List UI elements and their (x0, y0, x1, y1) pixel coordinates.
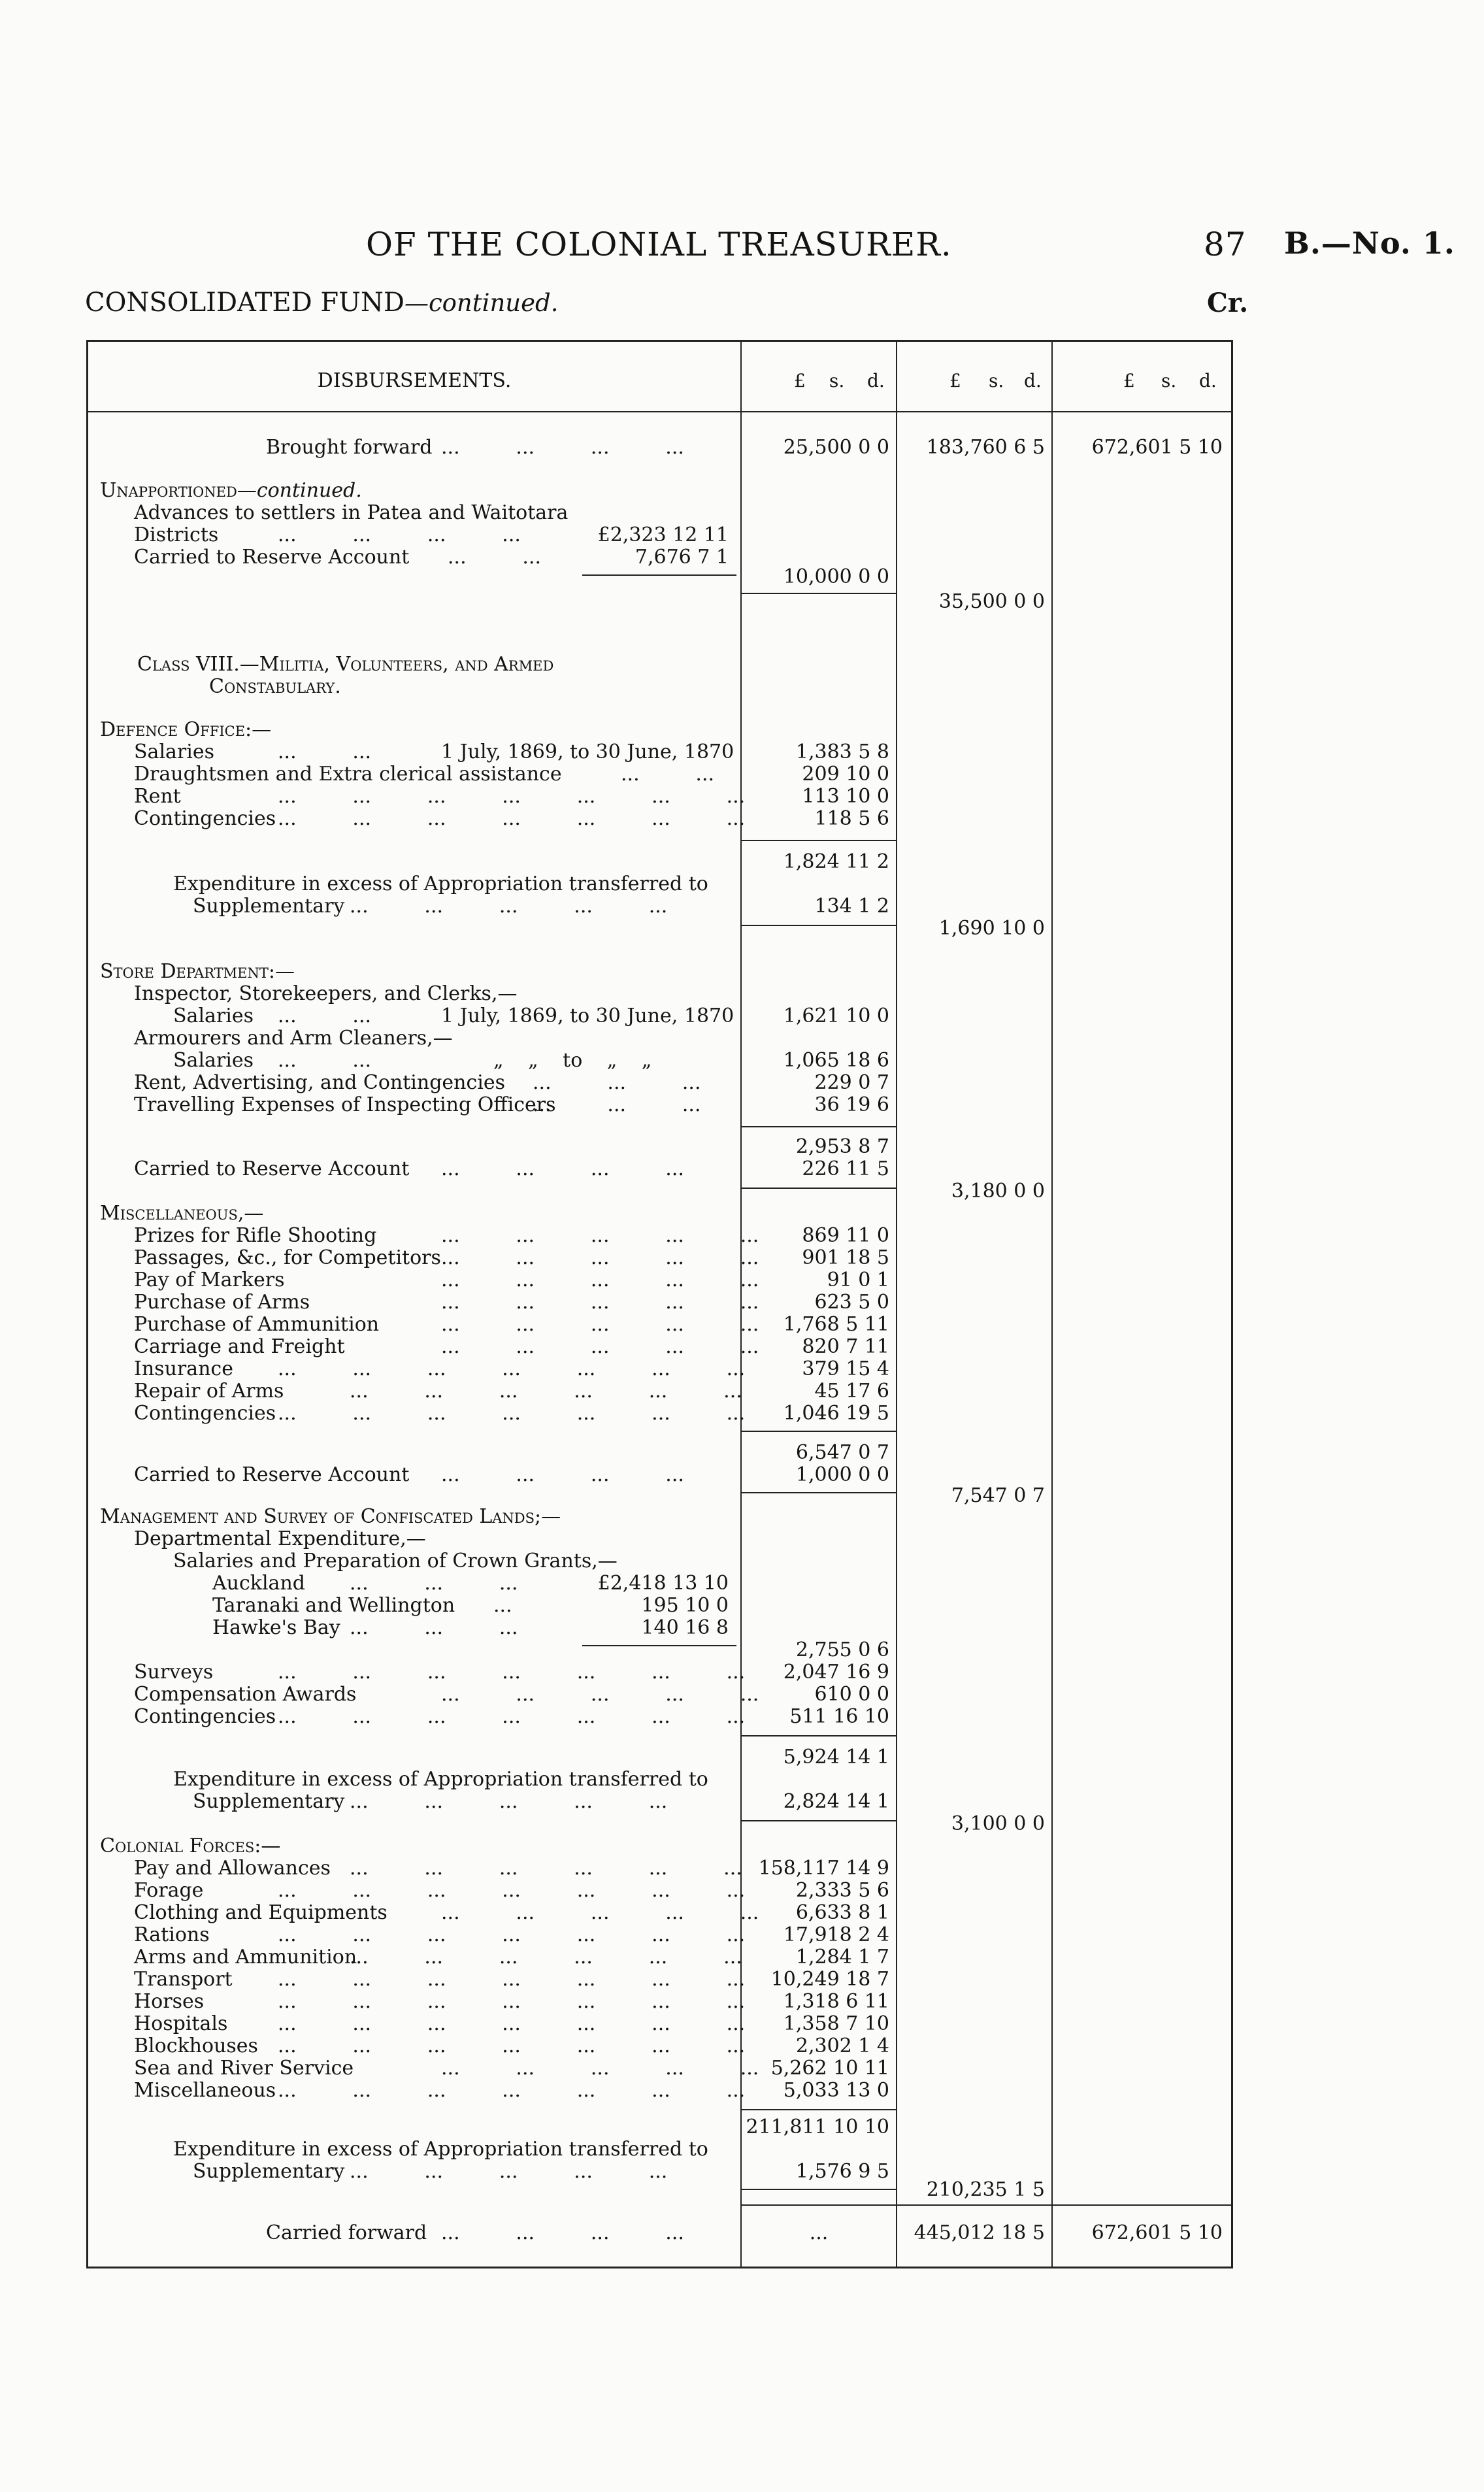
leader-dots: ... ... ... ... ... (441, 1269, 759, 1291)
leader-dots: ... ... ... ... ... ... ... (278, 1661, 746, 1684)
leader-dots: ... ... ... ... ... ... ... (278, 1402, 746, 1425)
credit-side-label: Cr. (1207, 288, 1249, 318)
amount: 118 5 6 (814, 807, 889, 830)
leader-dots: ... ... ... ... ... (441, 2057, 759, 2080)
amount: 6,547 0 7 (795, 1441, 889, 1464)
line-label: Rent, Advertising, and Contingencies (134, 1071, 506, 1094)
line-label: Supplementary (193, 1790, 345, 1813)
leader-dots: ... ... ... ... (441, 1157, 684, 1180)
sum-rule (740, 1431, 896, 1432)
line-label: Purchase of Arms (134, 1291, 310, 1314)
line-label: Arms and Ammunition (134, 1946, 357, 1969)
line-label: Hospitals (134, 2012, 228, 2035)
fund-name: CONSOLIDATED FUND (85, 288, 404, 318)
section-heading (100, 479, 362, 503)
amount: 91 0 1 (827, 1269, 889, 1291)
amount: 3,180 0 0 (951, 1180, 1045, 1203)
inner-amount: 140 16 8 (641, 1616, 729, 1639)
unapportioned-heading: Unapportioned (100, 479, 237, 502)
leader-dots: ... ... ... ... ... ... ... (278, 1990, 746, 2013)
leader-dots: ... ... (278, 1049, 372, 1072)
sum-rule (582, 1645, 736, 1646)
carried-forward-label: Carried forward (266, 2221, 427, 2244)
leader-dots: ... ... ... ... ... (441, 1246, 759, 1269)
amount: 1,383 5 8 (795, 740, 889, 763)
fund-title (85, 288, 558, 318)
class-heading: Class VIII.—Militia, Volunteers, and Armed (137, 653, 554, 676)
amount: 820 7 11 (802, 1335, 889, 1358)
leader-dots: ... ... ... ... (441, 2221, 684, 2244)
line-label: Carried to Reserve Account (134, 546, 410, 569)
amount: 445,012 18 5 (914, 2221, 1045, 2244)
inner-amount: 195 10 0 (641, 1594, 729, 1617)
leader-dots: ... ... ... ... ... (350, 895, 668, 918)
section-heading: Colonial Forces:— (100, 1835, 281, 1857)
pound-heading: £ (1123, 370, 1135, 391)
line-label: Purchase of Ammunition (134, 1313, 380, 1336)
amount: 10,000 0 0 (783, 565, 889, 588)
section-heading: Store Department:— (100, 960, 295, 983)
amount: 1,000 0 0 (795, 1463, 889, 1486)
amount: 511 16 10 (789, 1705, 889, 1728)
line-label: Advances to settlers in Patea and Waitotara (134, 501, 569, 524)
amount: 2,333 5 6 (795, 1879, 889, 1902)
amount: 2,302 1 4 (795, 2035, 889, 2057)
leader-dots: ... ... ... ... (441, 436, 684, 459)
amount: 25,500 0 0 (783, 436, 889, 459)
line-label: Salaries (173, 1049, 254, 1072)
sum-rule (740, 1188, 896, 1189)
line-label: Pay and Allowances (134, 1857, 331, 1880)
section-heading: Miscellaneous,— (100, 1202, 264, 1225)
section-heading: Defence Office:— (100, 718, 272, 741)
line-label: Salaries and Preparation of Crown Grants,— (173, 1550, 618, 1572)
leader-dots: ... ... ... ... ... ... (350, 1946, 742, 1969)
line-label: Blockhouses (134, 2035, 258, 2057)
amount: 672,601 5 10 (1091, 436, 1223, 459)
amount: 1,768 5 11 (783, 1313, 889, 1336)
amount: 35,500 0 0 (938, 590, 1045, 613)
section-heading: Management and Survey of Confiscated Lands;— (100, 1505, 561, 1528)
amount: 2,047 16 9 (783, 1661, 889, 1684)
amount: 209 10 0 (802, 763, 889, 786)
line-label: Contingencies (134, 1402, 276, 1425)
amount: 211,811 10 10 (746, 2116, 889, 2138)
line-label: Supplementary (193, 2160, 345, 2183)
leader-dots: ... ... ... ... ... ... (350, 1380, 742, 1403)
leader-dots: ... ... ... ... ... ... ... (278, 2035, 746, 2057)
pound-heading: £ (794, 370, 806, 391)
sum-rule (740, 593, 896, 594)
sum-rule (740, 2204, 1231, 2206)
amount: 1,046 19 5 (783, 1402, 889, 1425)
amount: 158,117 14 9 (758, 1857, 889, 1880)
line-label: Salaries (134, 740, 215, 763)
amount: 379 15 4 (802, 1357, 889, 1380)
leader-dots: ... ... ... ... ... ... ... (278, 2012, 746, 2035)
amount: 5,924 14 1 (783, 1746, 889, 1769)
amount: 45 17 6 (814, 1380, 889, 1403)
leader-dots: ... ... ... ... ... ... ... (278, 1923, 746, 1946)
line-label: Pay of Markers (134, 1269, 285, 1291)
amount: 210,235 1 5 (926, 2178, 1045, 2201)
period: 1 July, 1869, to 30 June, 1870 (441, 1005, 734, 1027)
line-label: Expenditure in excess of Appropriation transferred to (173, 872, 708, 895)
column-rule (896, 342, 897, 2267)
line-label: Prizes for Rifle Shooting (134, 1224, 377, 1247)
sum-rule (740, 1492, 896, 1493)
amount: 1,318 6 11 (783, 1990, 889, 2013)
amount: 623 5 0 (814, 1291, 889, 1314)
line-label: Rent (134, 785, 181, 808)
leader-dots: ... ... (448, 546, 542, 569)
amount: 1,824 11 2 (783, 850, 889, 873)
amount: ... (809, 2221, 829, 2244)
line-label: Contingencies (134, 807, 276, 830)
amount: 610 0 0 (814, 1683, 889, 1706)
line-label: Salaries (173, 1005, 254, 1027)
line-label: Surveys (134, 1661, 214, 1684)
sum-rule (740, 1735, 896, 1736)
page-number: 87 (1204, 225, 1247, 263)
fund-qualifier: —continued. (404, 289, 559, 317)
line-label: Forage (134, 1879, 204, 1902)
leader-dots: ... ... ... ... ... (350, 2160, 668, 2183)
inner-amount: £2,418 13 10 (597, 1572, 729, 1595)
leader-dots: ... ... ... ... (278, 523, 521, 546)
line-label: Carried to Reserve Account (134, 1463, 410, 1486)
leader-dots: ... ... ... ... ... (441, 1291, 759, 1314)
sum-rule (582, 574, 736, 576)
brought-forward-label: Brought forward (266, 436, 433, 459)
sum-rule (740, 1126, 896, 1127)
line-label: Repair of Arms (134, 1380, 284, 1403)
sum-rule (740, 2109, 896, 2110)
leader-dots: ... ... ... ... ... ... ... (278, 2079, 746, 2102)
line-label: Expenditure in excess of Appropriation transferred to (173, 2138, 708, 2161)
leader-dots: ... ... ... (350, 1616, 518, 1639)
amount: 5,033 13 0 (783, 2079, 889, 2102)
leader-dots: ... ... ... (350, 1572, 518, 1595)
leader-dots: ... (493, 1594, 512, 1617)
line-label: Insurance (134, 1357, 233, 1380)
amount: 869 11 0 (802, 1224, 889, 1247)
page-title: OF THE COLONIAL TREASURER. (366, 225, 952, 263)
leader-dots: ... ... ... ... ... ... ... (278, 785, 746, 808)
line-label: Hawke's Bay (212, 1616, 340, 1639)
line-label: Armourers and Arm Cleaners,— (134, 1027, 453, 1050)
column-rule (1051, 342, 1053, 2267)
leader-dots: ... ... ... ... ... (441, 1335, 759, 1358)
leader-dots: ... ... ... ... ... (441, 1683, 759, 1706)
amount: 7,547 0 7 (951, 1484, 1045, 1507)
leader-dots: ... ... ... ... ... (441, 1901, 759, 1924)
amount: 6,633 8 1 (795, 1901, 889, 1924)
leader-dots: ... ... ... ... ... (441, 1313, 759, 1336)
line-label: Draughtsmen and Extra clerical assistance (134, 763, 562, 786)
line-label: Carried to Reserve Account (134, 1157, 410, 1180)
leader-dots: ... ... ... ... ... ... ... (278, 1879, 746, 1902)
amount: 17,918 2 4 (783, 1923, 889, 1946)
amount: 1,690 10 0 (938, 917, 1045, 940)
pence-heading: d. (1024, 370, 1042, 391)
amount: 229 0 7 (814, 1071, 889, 1094)
line-label: Districts (134, 523, 219, 546)
amount: 134 1 2 (814, 895, 889, 918)
amount: 5,262 10 11 (770, 2057, 889, 2080)
amount: 36 19 6 (814, 1093, 889, 1116)
period: 1 July, 1869, to 30 June, 1870 (441, 740, 734, 763)
amount: 2,824 14 1 (783, 1790, 889, 1813)
line-label: Miscellaneous (134, 2079, 276, 2102)
amount: 1,065 18 6 (783, 1049, 889, 1072)
line-label: Carriage and Freight (134, 1335, 345, 1358)
leader-dots: ... ... (278, 740, 372, 763)
leader-dots: ... ... ... ... ... ... ... (278, 1705, 746, 1728)
pence-heading: d. (867, 370, 885, 391)
leader-dots: ... ... (621, 763, 715, 786)
amount: 1,576 9 5 (795, 2160, 889, 2183)
pence-heading: d. (1199, 370, 1217, 391)
inner-amount: £2,323 12 11 (597, 523, 729, 546)
sum-rule (740, 1820, 896, 1821)
leader-dots: ... ... ... ... ... ... ... (278, 807, 746, 830)
disbursements-heading: DISBURSEMENTS. (317, 369, 512, 392)
line-label: Passages, &c., for Competitors (134, 1246, 441, 1269)
line-label: Inspector, Storekeepers, and Clerks,— (134, 982, 518, 1005)
amount: 2,953 8 7 (795, 1135, 889, 1158)
amount: 1,284 1 7 (795, 1946, 889, 1969)
line-label: Transport (134, 1968, 233, 1991)
amount: 113 10 0 (802, 785, 889, 808)
amount: 3,100 0 0 (951, 1812, 1045, 1835)
shilling-heading: s. (829, 370, 845, 391)
leader-dots: ... ... ... (533, 1071, 701, 1094)
disbursements-ledger (86, 340, 1233, 2268)
leader-dots: ... ... ... ... ... (441, 1224, 759, 1247)
leader-dots: ... ... ... ... ... (350, 1790, 668, 1813)
line-label: Departmental Expenditure,— (134, 1527, 426, 1550)
sum-rule (740, 840, 896, 841)
header-rule (88, 411, 1231, 412)
leader-dots: ... ... ... ... ... ... ... (278, 1968, 746, 1991)
heading-suffix: —continued. (237, 479, 362, 502)
amount: 183,760 6 5 (926, 436, 1045, 459)
line-label: Taranaki and Wellington (212, 1594, 455, 1617)
amount: 1,621 10 0 (783, 1005, 889, 1027)
leader-dots: ... ... ... ... ... ... ... (278, 1357, 746, 1380)
line-label: Sea and River Service (134, 2057, 354, 2080)
line-label: Supplementary (193, 895, 345, 918)
line-label: Travelling Expenses of Inspecting Officers (134, 1093, 556, 1116)
pound-heading: £ (949, 370, 961, 391)
line-label: Horses (134, 1990, 205, 2013)
class-heading: Constabulary. (209, 675, 341, 698)
leader-dots: ... ... ... ... (441, 1463, 684, 1486)
shilling-heading: s. (989, 370, 1004, 391)
amount: 901 18 5 (802, 1246, 889, 1269)
sum-rule (740, 925, 896, 926)
amount: 2,755 0 6 (795, 1638, 889, 1661)
leader-dots: ... ... (278, 1005, 372, 1027)
inner-amount: 7,676 7 1 (635, 546, 729, 569)
amount: 1,358 7 10 (783, 2012, 889, 2035)
shilling-heading: s. (1161, 370, 1177, 391)
leader-dots: ... ... ... ... ... ... (350, 1857, 742, 1880)
period: „ „ to „ „ (493, 1049, 652, 1072)
line-label: Expenditure in excess of Appropriation transferred to (173, 1768, 708, 1791)
line-label: Compensation Awards (134, 1683, 357, 1706)
amount: 672,601 5 10 (1091, 2221, 1223, 2244)
amount: 10,249 18 7 (770, 1968, 889, 1991)
line-label: Auckland (212, 1572, 305, 1595)
line-label: Contingencies (134, 1705, 276, 1728)
document-reference: B.—No. 1. (1284, 225, 1455, 261)
line-label: Rations (134, 1923, 210, 1946)
amount: 226 11 5 (802, 1157, 889, 1180)
line-label: Clothing and Equipments (134, 1901, 387, 1924)
leader-dots: ... ... ... (533, 1093, 701, 1116)
sum-rule (740, 2189, 896, 2190)
